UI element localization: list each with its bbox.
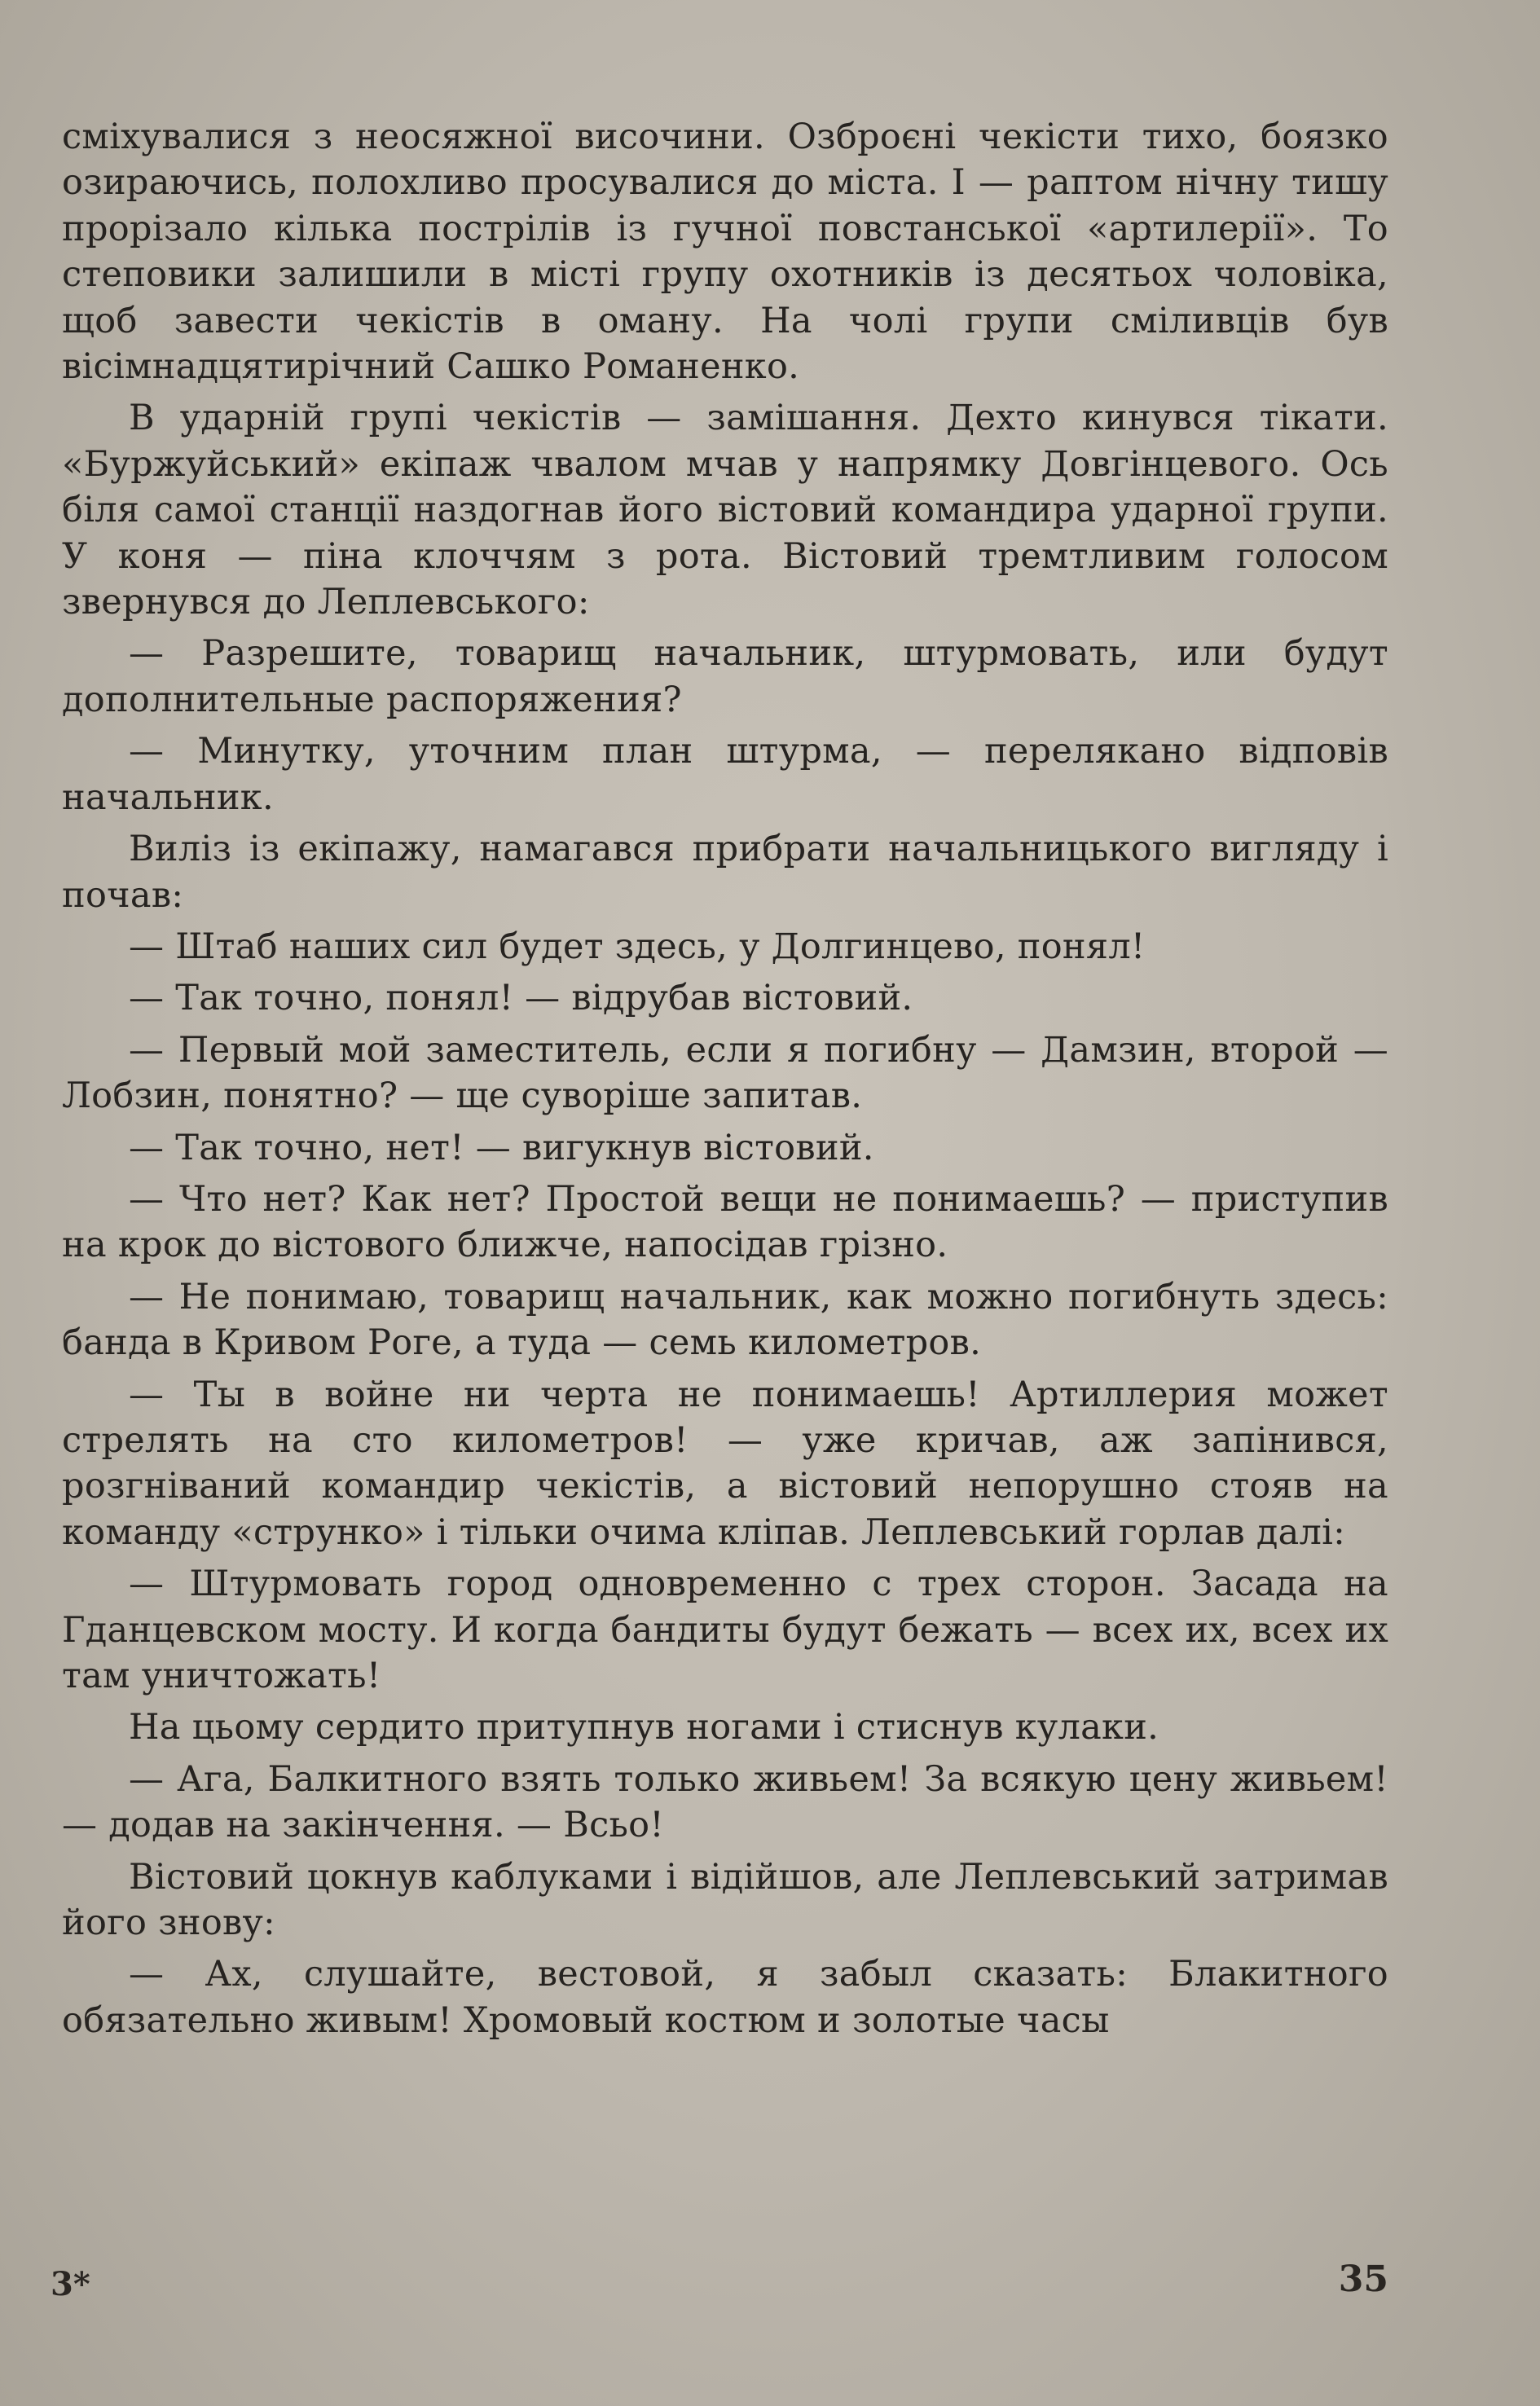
page-number: 35 [1338,2259,1388,2300]
signature-mark: 3* [51,2265,90,2303]
paragraph: сміхувалися з неосяжної височини. Озброєні чекісти тихо, боязко озираючись, полохливо просувалися до міста. І — раптом нічну тишу прорізало кілька пострілів із гучної повстанської «артилерії». То степовики залишили в місті групу охотників із десятьох чоловіка, щоб завести чекістів в оману. На чолі групи сміливців був вісімнадцятирічний Сашко Романенко. [62,117,1388,388]
paragraph: — Штаб наших сил будет здесь, у Долгинцево, понял! [129,926,1146,967]
paragraph: — Разрешите, товарищ начальник, штурмовать, или будут дополнительные распоряжения? [62,633,1388,720]
paragraph: — Минутку, уточним план штурма, — переляканo відповів начальник. [62,731,1388,818]
paragraph: — Ах, слушайте, вестовой, я забыл сказать: Блакитного обязательно живым! Хромовый костюм и золотые часы [62,1954,1388,2041]
paragraph: — Ага, Балкитного взять только живьем! За всякую цену живьем! — додав на закінчення. — Всьо! [62,1758,1388,1846]
paragraph: Вістовий цокнув каблуками і відійшов, але Леплевський затримав його знову: [62,1856,1388,1944]
paragraph: Виліз із екіпажу, намагався прибрати начальницького вигляду і почав: [62,829,1388,916]
paragraph: — Не понимаю, товарищ начальник, как можно погибнуть здесь: банда в Кривом Роге, а туда — семь километров. [62,1276,1388,1364]
paragraph: — Что нет? Как нет? Простой вещи не понимаешь? — приступив на крок до вістового ближче, напосідав грізно. [62,1178,1388,1266]
paragraph: В ударній групі чекістів — замішання. Дехто кинувся тікати. «Буржуйський» екіпаж чвалом мчав у напрямку Довгінцевого. Ось біля самої станції наздогнав його вістовий командира ударної групи. У коня — піна клоччям з рота. Вістовий тремтливим голосом звернувся до Леплевського: [62,398,1388,623]
paragraph: — Штурмовать город одновременно с трех сторон. Засада на Гданцевском мосту. И когда бандиты будут бежать — всех их, всех их там уничтожать! [62,1564,1388,1696]
paragraph: — Первый мой заместитель, если я погибну — Дамзин, второй — Лобзин, понятно? — ще суворіше запитав. [62,1029,1388,1117]
paragraph: — Ты в войне ни черта не понимаешь! Артиллерия может стрелять на сто километров! — уже кричав, аж запінився, розгніваний командир чекістів, а вістовий непорушно стояв на команду «струнко» і тільки очима кліпав. Леплевський горлав далі: [62,1374,1388,1553]
paragraph: — Так точно, нет! — вигукнув вістовий. [129,1127,874,1168]
paragraph: — Так точно, понял! — відрубав вістовий. [129,978,913,1019]
paragraph: На цьому сердито притупнув ногами і стиснув кулаки. [129,1707,1159,1748]
body-text [62,114,1388,2049]
